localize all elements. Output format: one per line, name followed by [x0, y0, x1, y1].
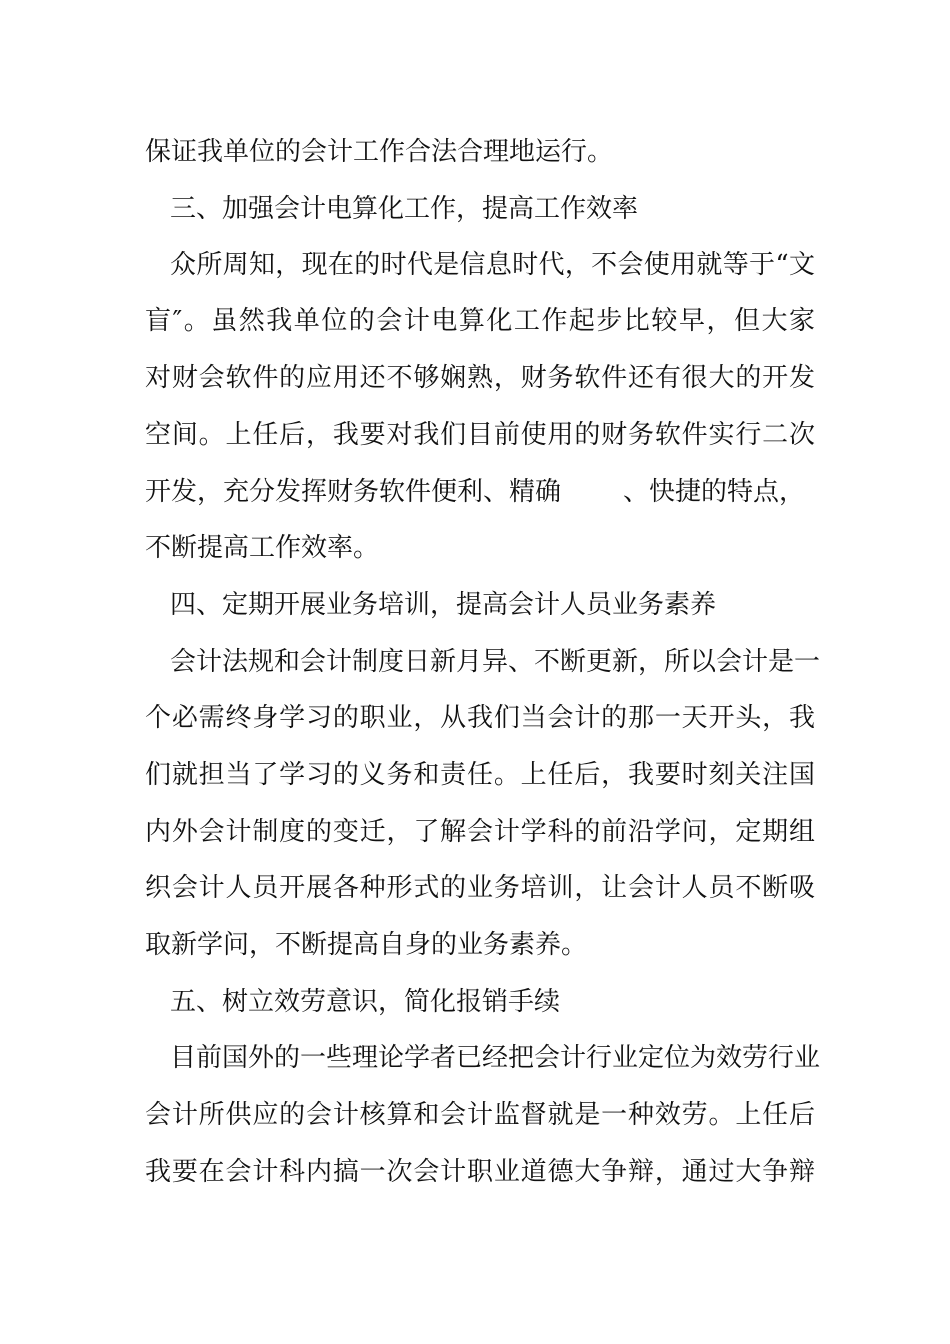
- paragraph-line: 会计所供应的会计核算和会计监督就是一种效劳。上任后: [145, 1100, 815, 1130]
- paragraph-line: 个必需终身学习的职业，从我们当会计的那一天开头，我: [145, 703, 815, 733]
- section-heading: 四、定期开展业务培训，提高会计人员业务素养: [170, 590, 717, 620]
- section-heading: 五、树立效劳意识，简化报销手续: [170, 987, 561, 1017]
- paragraph-line: 盲″。虽然我单位的会计电算化工作起步比较早，但大家: [145, 306, 815, 336]
- paragraph-line: 对财会软件的应用还不够娴熟，财务软件还有很大的开发: [145, 363, 815, 393]
- line-fragment: 、快捷的特点，: [623, 477, 806, 507]
- paragraph-line: [145, 473, 815, 511]
- paragraph-line: 目前国外的一些理论学者已经把会计行业定位为效劳行业: [170, 1043, 821, 1073]
- paragraph-line: 众所周知，现在的时代是信息时代，不会使用就等于“文: [170, 250, 815, 280]
- paragraph-line: 会计法规和会计制度日新月异、不断更新，所以会计是一: [170, 647, 821, 677]
- paragraph-line: 保证我单位的会计工作合法合理地运行。: [145, 137, 614, 167]
- paragraph-line: 织会计人员开展各种形式的业务培训，让会计人员不断吸: [145, 873, 815, 903]
- paragraph-line: 空间。上任后，我要对我们目前使用的财务软件实行二次: [145, 420, 815, 450]
- line-fragment: 开发，充分发挥财务软件便利、精确: [145, 477, 562, 507]
- section-heading: 三、加强会计电算化工作，提高工作效率: [170, 194, 639, 224]
- paragraph-line: 我要在会计科内搞一次会计职业道德大争辩，通过大争辩: [145, 1157, 815, 1187]
- paragraph-line: 内外会计制度的变迁，了解会计学科的前沿学问，定期组: [145, 817, 815, 847]
- paragraph-line: 们就担当了学习的义务和责任。上任后，我要时刻关注国: [145, 760, 815, 790]
- paragraph-line: 不断提高工作效率。: [145, 533, 380, 563]
- paragraph-line: 取新学问，不断提高自身的业务素养。: [145, 930, 588, 960]
